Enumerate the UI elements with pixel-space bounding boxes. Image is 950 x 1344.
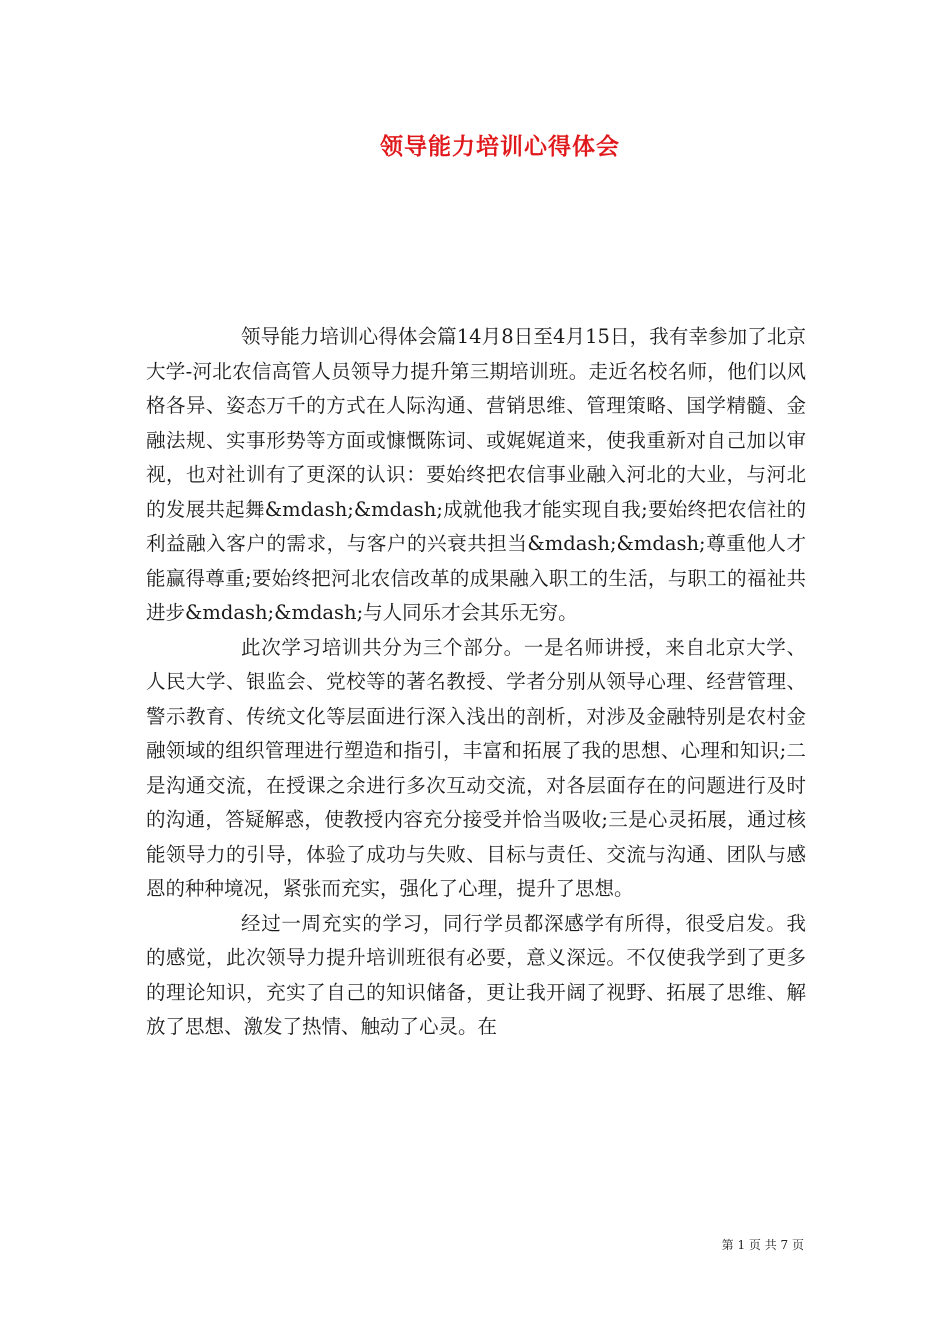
- document-body: [146, 320, 806, 1045]
- paragraph-3: 经过一周充实的学习，同行学员都深感学有所得，很受启发。我的感觉，此次领导力提升培训班很有必要，意义深远。不仅使我学到了更多的理论知识，充实了自己的知识储备，更让我开阔了视野、拓展了思维、解放了思想、激发了热情、触动了心灵。在: [146, 911, 806, 1038]
- page-number-footer: 第 1 页 共 7 页: [721, 1238, 804, 1252]
- document-title: 领导能力培训心得体会: [380, 133, 620, 160]
- paragraph-2: 此次学习培训共分为三个部分。一是名师讲授，来自北京大学、人民大学、银监会、党校等的著名教授、学者分别从领导心理、经营管理、警示教育、传统文化等层面进行深入浅出的剖析，对涉及金融特别是农村金融领域的组织管理进行塑造和指引，丰富和拓展了我的思想、心理和知识;二是沟通交流，在授课之余进行多次互动交流，对各层面存在的问题进行及时的沟通，答疑解惑，使教授内容充分接受并恰当吸收;三是心灵拓展，通过核能领导力的引导，体验了成功与失败、目标与责任、交流与沟通、团队与感恩的种种境况，紧张而充实，强化了心理，提升了思想。: [146, 635, 806, 900]
- paragraph-1: 领导能力培训心得体会篇14月8日至4月15日，我有幸参加了北京大学-河北农信高管人员领导力提升第三期培训班。走近名校名师，他们以风格各异、姿态万千的方式在人际沟通、营销思维、管理策略、国学精髓、金融法规、实事形势等方面或慷慨陈词、或娓娓道来，使我重新对自己加以审视，也对社训有了更深的认识：要始终把农信事业融入河北的大业，与河北的发展共起舞&mdash;&mdash;成就他我才能实现自我;要始终把农信社的利益融入客户的需求，与客户的兴衰共担当&mdash;&mdash;尊重他人才能赢得尊重;要始终把河北农信改革的成果融入职工的生活，与职工的福祉共进步&mdash;&mdash;与人同乐才会其乐无穷。: [146, 325, 806, 624]
